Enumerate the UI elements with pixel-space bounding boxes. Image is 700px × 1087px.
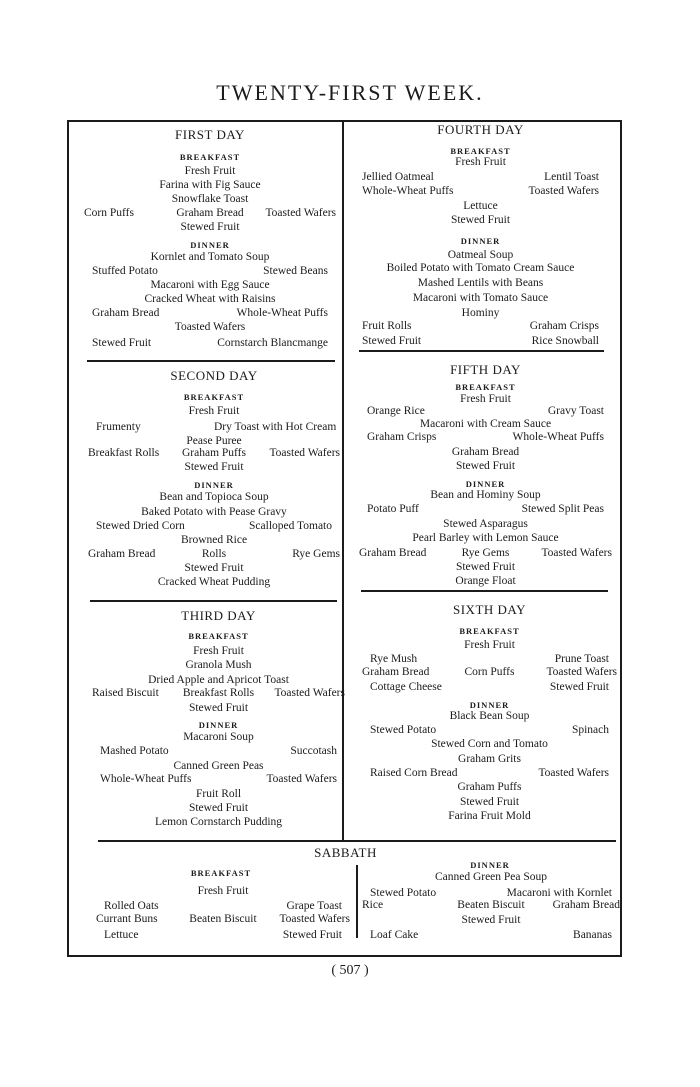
- menu-item: Breakfast Rolls: [182, 687, 255, 699]
- meal-label-dinner: DINNER: [470, 860, 510, 870]
- menu-item: Grape Toast: [286, 900, 342, 912]
- menu-item: Whole-Wheat Puffs: [362, 185, 454, 197]
- menu-item: Macaroni with Cream Sauce: [419, 418, 552, 430]
- menu-item: Hominy: [461, 307, 500, 319]
- menu-item: Rolled Oats: [104, 900, 159, 912]
- day-divider: [361, 590, 608, 592]
- menu-item: Baked Potato with Pease Gravy: [141, 506, 287, 518]
- menu-item: Bean and Hominy Soup: [430, 489, 541, 501]
- menu-item: Orange Float: [455, 575, 516, 587]
- menu-item: Raised Corn Bread: [370, 767, 458, 779]
- menu-item: Stewed Fruit: [180, 221, 240, 233]
- day-title-sixth: SIXTH DAY: [453, 602, 526, 617]
- menu-item: Fresh Fruit: [460, 393, 511, 405]
- menu-item: Stewed Corn and Tomato: [431, 738, 548, 750]
- menu-item: Stewed Fruit: [188, 702, 249, 714]
- menu-item: Dry Toast with Hot Cream: [214, 421, 337, 433]
- menu-item: Cracked Wheat Pudding: [157, 576, 271, 588]
- menu-item: Toasted Wafers: [538, 767, 609, 779]
- menu-item: Stewed Fruit: [549, 681, 609, 693]
- menu-item: Lettuce: [104, 929, 139, 941]
- menu-item: Cornstarch Blancmange: [217, 337, 328, 349]
- meal-label-breakfast: BREAKFAST: [450, 146, 511, 156]
- menu-item: Scalloped Tomato: [249, 520, 332, 532]
- menu-item: Graham Bread: [359, 547, 427, 559]
- day-divider: [359, 350, 604, 352]
- menu-item: Rolls: [201, 548, 227, 560]
- menu-item: Beaten Biscuit: [189, 913, 257, 925]
- menu-item: Graham Bread: [552, 899, 620, 911]
- day-divider: [87, 360, 335, 362]
- meal-label-breakfast: BREAKFAST: [188, 631, 249, 641]
- menu-item: Fresh Fruit: [455, 156, 506, 168]
- menu-item: Lemon Cornstarch Pudding: [154, 816, 283, 828]
- menu-item: Graham Crisps: [529, 320, 599, 332]
- menu-item: Toasted Wafers: [279, 913, 350, 925]
- menu-item: Stewed Fruit: [184, 461, 244, 473]
- menu-item: Lentil Toast: [544, 171, 599, 183]
- menu-item: Toasted Wafers: [546, 666, 617, 678]
- menu-item: Stewed Fruit: [282, 929, 342, 941]
- page-number: ( 507 ): [331, 963, 369, 978]
- day-title-fifth: FIFTH DAY: [450, 362, 521, 377]
- menu-item: Stewed Fruit: [184, 562, 244, 574]
- menu-item: Fresh Fruit: [184, 165, 236, 177]
- menu-item: Snowflake Toast: [171, 193, 249, 205]
- menu-item: Stewed Beans: [263, 265, 328, 277]
- menu-item: Canned Green Pea Soup: [434, 871, 548, 883]
- meal-label-dinner: DINNER: [460, 236, 501, 246]
- meal-label-dinner: DINNER: [190, 240, 230, 250]
- day-title-second: SECOND DAY: [170, 368, 258, 383]
- menu-item: Canned Green Peas: [173, 760, 264, 772]
- menu-item: Stewed Fruit: [188, 802, 249, 814]
- menu-item: Toasted Wafers: [274, 687, 345, 699]
- menu-item: Graham Bread: [88, 548, 156, 560]
- menu-item: Fruit Rolls: [362, 320, 412, 332]
- menu-item: Mashed Potato: [100, 745, 169, 757]
- menu-item: Boiled Potato with Tomato Cream Sauce: [386, 262, 575, 274]
- menu-item: Farina Fruit Mold: [448, 810, 531, 822]
- meal-label-breakfast: BREAKFAST: [190, 868, 252, 878]
- menu-item: Fresh Fruit: [197, 885, 249, 897]
- page-title: TWENTY-FIRST WEEK.: [216, 80, 484, 105]
- menu-item: Rye Gems: [292, 548, 340, 560]
- menu-item: Lettuce: [463, 200, 498, 212]
- menu-item: Macaroni with Tomato Sauce: [412, 292, 549, 304]
- menu-item: Browned Rice: [180, 534, 248, 546]
- menu-item: Jellied Oatmeal: [362, 171, 434, 183]
- menu-item: Kornlet and Tomato Soup: [150, 251, 270, 263]
- menu-item: Fresh Fruit: [188, 405, 240, 417]
- menu-item: Fresh Fruit: [464, 639, 515, 651]
- menu-item: Graham Bread: [176, 207, 244, 219]
- day-title-sabbath: SABBATH: [314, 845, 377, 860]
- menu-item: Rye Gems: [461, 547, 510, 559]
- menu-item: Rye Mush: [370, 653, 418, 665]
- meal-label-breakfast: BREAKFAST: [455, 382, 516, 392]
- menu-item: Raised Biscuit: [92, 687, 159, 699]
- menu-item: Toasted Wafers: [266, 773, 337, 785]
- menu-item: Prune Toast: [554, 653, 609, 665]
- meal-label-breakfast: BREAKFAST: [179, 152, 241, 162]
- menu-item: Stewed Split Peas: [521, 503, 604, 515]
- menu-item: Corn Puffs: [84, 207, 134, 219]
- menu-item: Fresh Fruit: [193, 645, 244, 657]
- menu-item: Macaroni with Egg Sauce: [150, 279, 270, 291]
- menu-item: Toasted Wafers: [541, 547, 612, 559]
- menu-item: Pease Puree: [186, 435, 242, 447]
- menu-item: Graham Bread: [362, 666, 430, 678]
- sabbath-divider: [98, 840, 616, 842]
- menu-item: Currant Buns: [96, 913, 158, 925]
- menu-item: Stewed Dried Corn: [96, 520, 185, 532]
- menu-item: Gravy Toast: [547, 405, 604, 417]
- menu-item: Granola Mush: [185, 659, 252, 671]
- meal-label-dinner: DINNER: [198, 720, 239, 730]
- menu-item: Stewed Fruit: [362, 335, 422, 347]
- meal-label-breakfast: BREAKFAST: [183, 392, 245, 402]
- menu-item: Corn Puffs: [464, 666, 515, 678]
- menu-item: Beaten Biscuit: [457, 899, 525, 911]
- menu-item: Graham Puffs: [457, 781, 522, 793]
- menu-item: Stewed Fruit: [92, 337, 152, 349]
- menu-item: Rice: [362, 899, 384, 911]
- menu-item: Macaroni with Kornlet: [506, 887, 612, 899]
- menu-item: Whole-Wheat Puffs: [236, 307, 328, 319]
- menu-item: Toasted Wafers: [269, 447, 340, 459]
- menu-item: Cracked Wheat with Raisins: [144, 293, 276, 305]
- menu-item: Stewed Potato: [370, 887, 437, 899]
- menu-item: Whole-Wheat Puffs: [512, 431, 604, 443]
- day-divider: [90, 600, 337, 602]
- menu-item: Whole-Wheat Puffs: [100, 773, 192, 785]
- menu-item: Stewed Fruit: [455, 460, 516, 472]
- menu-item: Stewed Fruit: [450, 214, 511, 226]
- menu-item: Stewed Asparagus: [443, 518, 528, 530]
- menu-item: Dried Apple and Apricot Toast: [148, 674, 289, 686]
- sabbath-column-divider: [356, 865, 358, 938]
- menu-item: Toasted Wafers: [528, 185, 599, 197]
- menu-item: Toasted Wafers: [265, 207, 336, 219]
- menu-item: Stewed Potato: [370, 724, 437, 736]
- menu-item: Cottage Cheese: [370, 681, 442, 693]
- menu-item: Bananas: [573, 929, 612, 941]
- menu-item: Oatmeal Soup: [447, 249, 514, 261]
- menu-item: Graham Bread: [92, 307, 160, 319]
- menu-item: Fruit Roll: [195, 788, 242, 800]
- menu-item: Spinach: [571, 724, 609, 736]
- menu-item: Rice Snowball: [531, 335, 599, 347]
- meal-label-dinner: DINNER: [194, 480, 234, 490]
- menu-item: Graham Grits: [458, 753, 521, 765]
- menu-item: Bean and Topioca Soup: [159, 491, 269, 503]
- menu-item: Stewed Fruit: [461, 914, 521, 926]
- meal-label-dinner: DINNER: [469, 700, 510, 710]
- menu-item: Graham Crisps: [367, 431, 437, 443]
- menu-item: Pearl Barley with Lemon Sauce: [412, 532, 559, 544]
- menu-item: Frumenty: [96, 421, 141, 433]
- meal-label-dinner: DINNER: [465, 479, 506, 489]
- day-title-first: FIRST DAY: [175, 127, 245, 142]
- day-title-fourth: FOURTH DAY: [437, 122, 524, 137]
- menu-item: Breakfast Rolls: [88, 447, 160, 459]
- menu-item: Toasted Wafers: [174, 321, 246, 333]
- menu-item: Farina with Fig Sauce: [159, 179, 261, 191]
- menu-item: Stewed Fruit: [459, 796, 520, 808]
- meal-label-breakfast: BREAKFAST: [459, 626, 520, 636]
- day-title-third: THIRD DAY: [181, 608, 256, 623]
- menu-item: Loaf Cake: [370, 929, 419, 941]
- menu-item: Graham Puffs: [182, 447, 246, 459]
- menu-item: Orange Rice: [367, 405, 425, 417]
- menu-item: Succotash: [290, 745, 337, 757]
- menu-item: Graham Bread: [451, 446, 520, 458]
- menu-item: Potato Puff: [367, 503, 419, 515]
- menu-item: Macaroni Soup: [183, 731, 254, 743]
- menu-item: Stewed Fruit: [455, 561, 516, 573]
- menu-item: Mashed Lentils with Beans: [417, 277, 544, 289]
- menu-item: Black Bean Soup: [449, 710, 530, 722]
- menu-item: Stuffed Potato: [92, 265, 158, 277]
